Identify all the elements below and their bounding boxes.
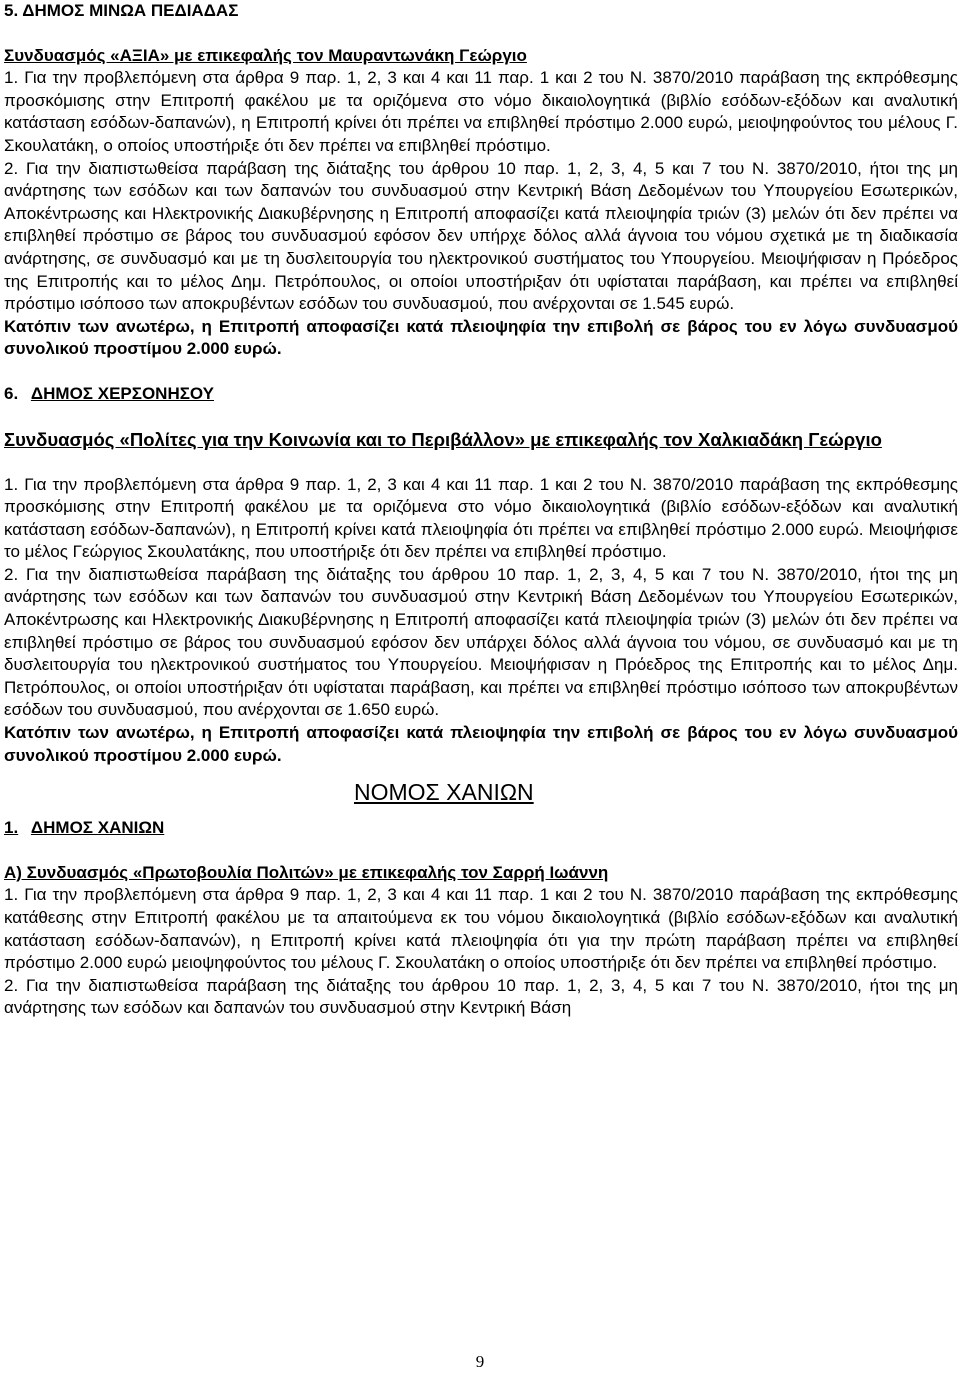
section-5-heading: 5. ΔΗΜΟΣ ΜΙΝΩΑ ΠΕΔΙΑΔΑΣ <box>4 1 239 20</box>
section-1-paragraph-2: 2. Για την διαπιστωθείσα παράβαση της διάταξης του άρθρου 10 παρ. 1, 2, 3, 4, 5 και 7 του Ν. 3870/2010, ήτοι της μη ανάρτησης των εσόδων και δαπανών του συνδυασμού στην Κεντρική Βάση <box>4 975 958 1018</box>
spacer <box>4 809 958 817</box>
section-6-paragraph-2: 2. Για την διαπιστωθείσα παράβαση της διάταξης του άρθρου 10 παρ. 1, 2, 3, 4, 5 και 7 του Ν. 3870/2010, ήτοι της μη ανάρτησης των εσόδων και των δαπανών του συνδυασμού στην Κεντρική Βάση Δεδομένων του Υπουργείου Εσωτερικών, Αποκέντρωσης και Ηλεκτρονικής Διακυβέρνησης η Επιτροπή αποφασίζει κατά πλειοψηφία τριών (3) μελών ότι δεν πρέπει να επιβληθεί πρόστιμο σε βάρος του συνδυασμού εφόσον δεν υπάρχει δόλος αλλά άγνοια του νόμου, σε συνδυασμό και με τη δυσλειτουργία του ηλεκτρονικού συστήματος του Υπουργείου. Μειοψήφισαν η Πρόεδρος της Επιτροπής και το μέλος Δημ. Πετρόπουλος, οι οποίοι υποστήριξαν ότι υφίσταται παράβαση, και πρέπει να επιβληθεί πρόστιμο ισόποσο των αποκρυβέντων εσόδων του συνδυασμού, που ανέρχονται σε 1.650 ευρώ. <box>4 564 958 720</box>
spacer <box>4 406 958 428</box>
page-number: 9 <box>475 1352 485 1371</box>
section-1-heading <box>4 817 958 840</box>
section-1-coalition: Α) Συνδυασμός «Πρωτοβουλία Πολιτών» με επικεφαλής τον Σαρρή Ιωάννη <box>4 862 609 882</box>
section-5-coalition: Συνδυασμός «ΑΞΙΑ» με επικεφαλής τον Μαυραντωνάκη Γεώργιο <box>4 45 527 65</box>
section-1-paragraph-1: 1. Για την προβλεπόμενη στα άρθρα 9 παρ. 1, 2, 3 και 4 και 11 παρ. 1 και 2 του Ν. 3870/2010 παράβαση της εκπρόθεσμης κατάθεσης στην Επιτροπή φακέλου με τα απαιτούμενα εκ του νόμου δικαιολογητικά (βιβλίο εσόδων-εξόδων και αναλυτική κατάσταση εσόδων-δαπανών), η Επιτροπή κρίνει κατά πλειοψηφία ότι για την πρώτη παράβαση πρέπει να επιβληθεί πρόστιμο 2.000 ευρώ μειοψηφούντος του μέλους Γ. Σκουλατάκη ο οποίος υποστήριξε ότι δεν πρέπει να επιβληθεί πρόστιμο. <box>4 885 958 973</box>
document-page <box>4 0 958 1020</box>
spacer <box>4 361 958 383</box>
spacer <box>4 23 958 45</box>
section-6-heading-text: ΔΗΜΟΣ ΧΕΡΣΟΝΗΣΟΥ <box>30 383 215 403</box>
section-6-heading <box>4 383 958 406</box>
section-1-heading-text: ΔΗΜΟΣ ΧΑΝΙΩΝ <box>30 818 165 838</box>
section-1-heading-number: 1. <box>4 818 19 838</box>
section-6-conclusion: Κατόπιν των ανωτέρω, η Επιτροπή αποφασίζει κατά πλειοψηφία την επιβολή σε βάρος του εν λόγω συνδυασμού συνολικού προστίμου 2.000 ευρώ. <box>4 723 958 765</box>
section-6-paragraph-1: 1. Για την προβλεπόμενη στα άρθρα 9 παρ. 1, 2, 3 και 4 και 11 παρ. 1 και 2 του Ν. 3870/2010 παράβαση της εκπρόθεσμης προσκόμισης στην Επιτροπή φακέλου με τα οριζόμενα στο νόμο δικαιολογητικά (βιβλίο εσόδων-εξόδων και αναλυτική κατάσταση εσόδων-δαπανών), η Επιτροπή κρίνει κατά πλειοψηφία ότι πρέπει να επιβληθεί πρόστιμο 2.000 ευρώ. Μειοψήφισε το μέλος Γεώργιος Σκουλατάκης, που υποστήριξε ότι δεν πρέπει να επιβληθεί πρόστιμο. <box>4 474 958 562</box>
section-5-conclusion: Κατόπιν των ανωτέρω, η Επιτροπή αποφασίζει κατά πλειοψηφία την επιβολή σε βάρος του εν λόγω συνδυασμού συνολικού προστίμου 2.000 ευρώ. <box>4 316 958 359</box>
spacer <box>4 452 958 474</box>
section-6-heading-number: 6. <box>4 383 19 403</box>
spacer <box>4 840 958 862</box>
section-5-paragraph-2: 2. Για την διαπιστωθείσα παράβαση της διάταξης του άρθρου 10 παρ. 1, 2, 3, 4, 5 και 7 του Ν. 3870/2010, ήτοι της μη ανάρτησης των εσόδων και των δαπανών του συνδυασμού στην Κεντρική Βάση Δεδομένων του Υπουργείου Εσωτερικών, Αποκέντρωσης και Ηλεκτρονικής Διακυβέρνησης η Επιτροπή αποφασίζει κατά πλειοψηφία τριών (3) μελών ότι δεν πρέπει να επιβληθεί πρόστιμο σε βάρος του συνδυασμού εφόσον δεν υπήρχε δόλος αλλά άγνοια του νόμου σχετικά με τη διαδικασία ανάρτησης, σε συνδυασμό και με τη δυσλειτουργία του ηλεκτρονικού συστήματος του Υπουργείου. Μειοψήφισαν η Πρόεδρος της Επιτροπής και το μέλος Δημ. Πετρόπουλος, οι οποίοι υποστήριξαν ότι υφίσταται παράβαση, και πρέπει να επιβληθεί πρόστιμο ισόποσο των αποκρυβέντων εσόδων του συνδυασμού, που ανέρχονται σε 1.545 ευρώ. <box>4 158 958 314</box>
section-5-paragraph-1: 1. Για την προβλεπόμενη στα άρθρα 9 παρ. 1, 2, 3 και 4 και 11 παρ. 1 και 2 του Ν. 3870/2010 παράβαση της εκπρόθεσμης προσκόμισης στην Επιτροπή φακέλου με τα οριζόμενα στο νόμο δικαιολογητικά (βιβλίο εσόδων-εξόδων και αναλυτική κατάσταση εσόδων-δαπανών), η Επιτροπή κρίνει ότι πρέπει να επιβληθεί πρόστιμο 2.000 ευρώ, μειοψηφούντος του μέλους Γ. Σκουλατάκη, ο οποίος υποστήριξε ότι δεν πρέπει να επιβληθεί πρόστιμο. <box>4 68 958 155</box>
section-6-coalition: Συνδυασμός «Πολίτες για την Κοινωνία και το Περιβάλλον» με επικεφαλής τον Χαλκιαδάκη Γεώργιο <box>4 428 882 450</box>
county-title: ΝΟΜΟΣ ΧΑΝΙΩΝ <box>354 779 534 806</box>
